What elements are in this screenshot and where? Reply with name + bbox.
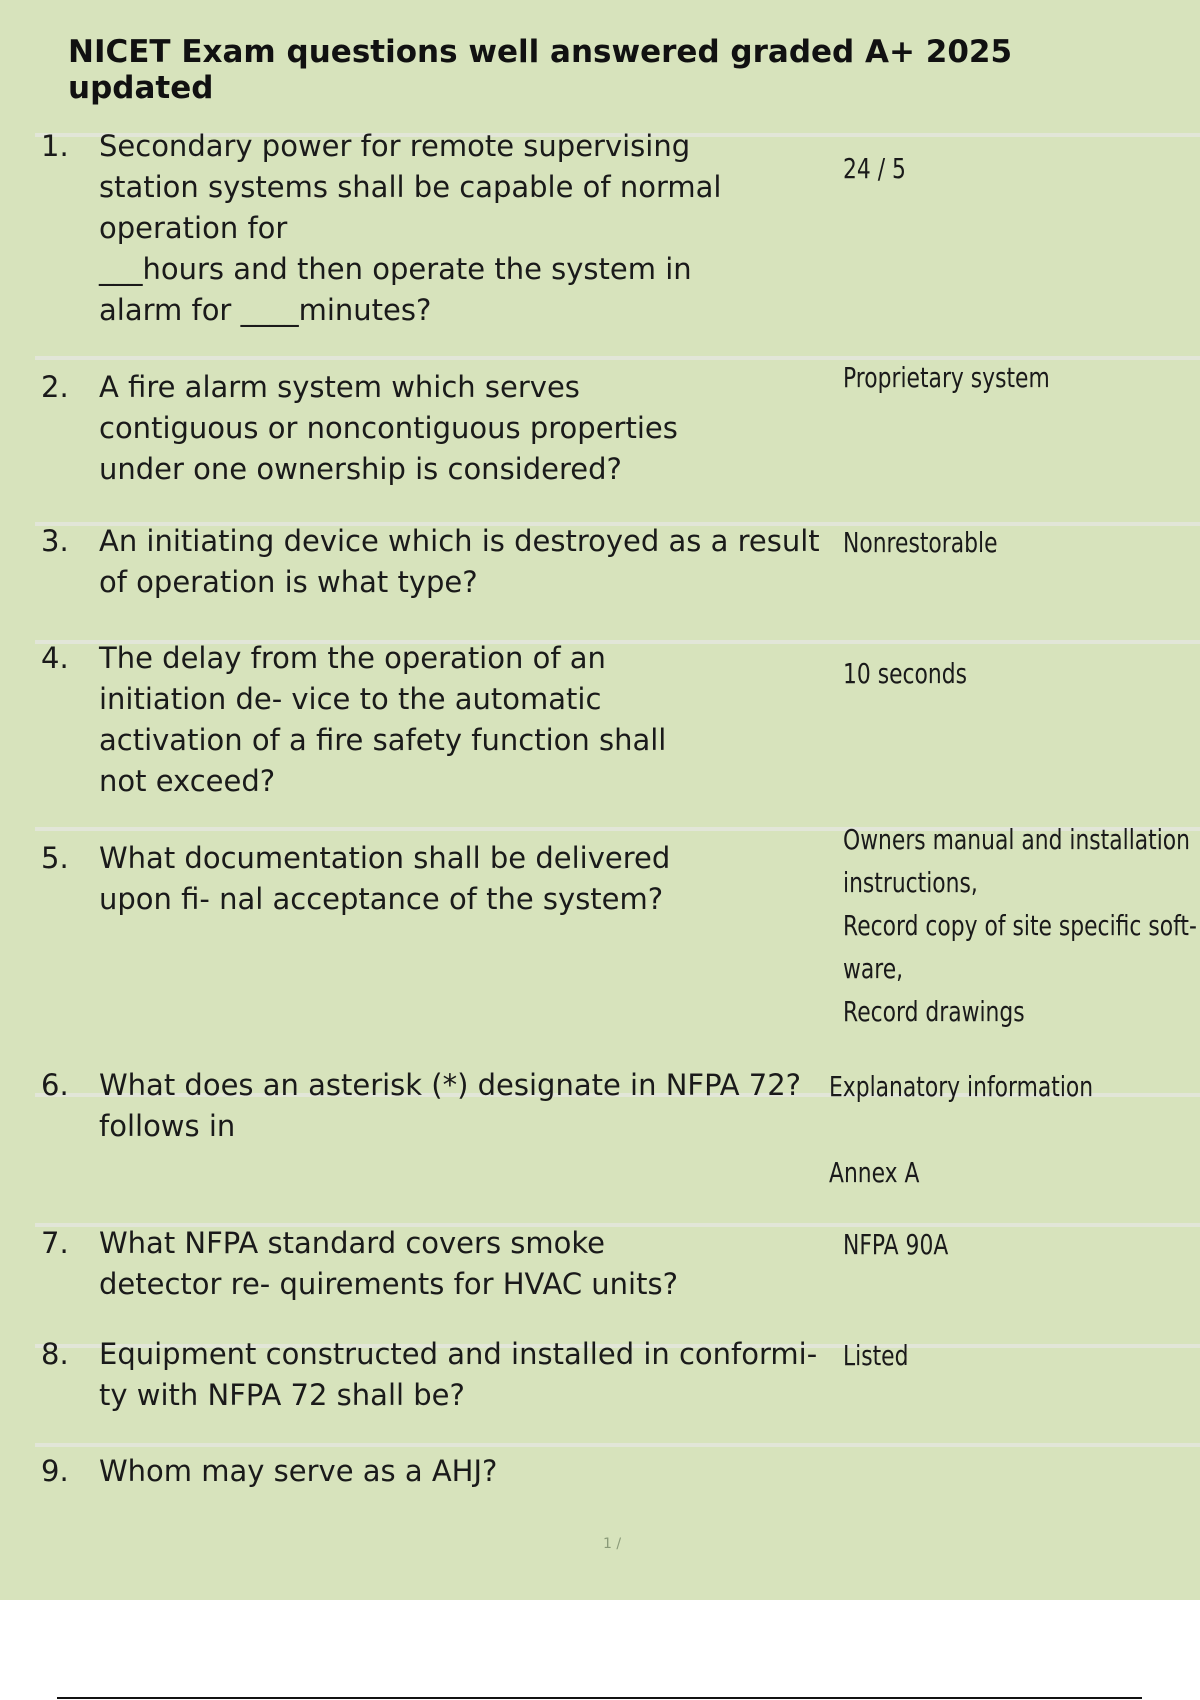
answer-line: instructions, (843, 866, 978, 899)
question-line: An initiating device which is destroyed as a result (99, 524, 820, 558)
answer-text (843, 521, 998, 564)
answer-line: ware, (843, 952, 904, 985)
question-text (99, 1223, 678, 1305)
question-line: ty with NFPA 72 shall be? (99, 1378, 465, 1412)
answer-text (843, 147, 906, 190)
answer-line: Listed (843, 1339, 909, 1372)
answer-text (843, 1334, 908, 1377)
question-text (99, 838, 670, 920)
question-line: Whom may serve as a AHJ? (99, 1454, 498, 1488)
question-number: 2. (41, 370, 69, 404)
answer-text (843, 356, 1050, 399)
title-line: updated (68, 70, 214, 106)
answer-text (843, 1223, 948, 1266)
answer-line: Annex A (829, 1156, 920, 1189)
question-line: station systems shall be capable of normal (99, 170, 722, 204)
question-line: alarm for ____minutes? (99, 293, 432, 327)
answer-line: Owners manual and installation (843, 823, 1190, 856)
question-number: 4. (41, 641, 69, 675)
answer-text (843, 818, 1197, 1033)
question-line: not exceed? (99, 764, 276, 798)
question-text (99, 367, 678, 490)
footer-rule (57, 1697, 1142, 1699)
question-text (99, 1065, 801, 1147)
question-line: ___hours and then operate the system in (99, 252, 692, 286)
answer-text (843, 652, 967, 695)
question-number: 1. (41, 129, 69, 163)
answer-line (829, 1108, 1093, 1151)
divider (35, 1443, 1200, 1447)
question-line: What NFPA standard covers smoke (99, 1226, 605, 1260)
question-number: 9. (41, 1454, 69, 1488)
question-line: initiation de- vice to the automatic (99, 682, 602, 716)
question-line: The delay from the operation of an (99, 641, 606, 675)
question-number: 3. (41, 524, 69, 558)
question-number: 5. (41, 841, 69, 875)
question-line: follows in (99, 1109, 236, 1143)
question-line: under one ownership is considered? (99, 452, 622, 486)
answer-line: NFPA 90A (843, 1228, 949, 1261)
answer-line: Proprietary system (843, 361, 1050, 394)
question-number: 6. (41, 1068, 69, 1102)
question-line: Secondary power for remote supervising (99, 129, 691, 163)
answer-line: Record copy of site specific soft- (843, 909, 1197, 942)
answer-line: Nonrestorable (843, 526, 998, 559)
question-text (99, 126, 721, 331)
answer-line: 24 / 5 (843, 152, 906, 185)
question-line: What does an asterisk (*) designate in NFPA 72? (99, 1068, 802, 1102)
question-number: 7. (41, 1226, 69, 1260)
question-text (99, 638, 666, 802)
question-text (99, 1451, 497, 1492)
question-line: upon fi- nal acceptance of the system? (99, 882, 664, 916)
question-line: Equipment constructed and installed in conformi- (99, 1337, 818, 1371)
question-number: 8. (41, 1337, 69, 1371)
question-line: What documentation shall be delivered (99, 841, 671, 875)
question-text (99, 1334, 817, 1416)
question-line: detector re- quirements for HVAC units? (99, 1267, 678, 1301)
title-line: NICET Exam questions well answered graded A+ 2025 (68, 34, 1013, 70)
answer-line: 10 seconds (843, 657, 968, 690)
page-number: 1 / (603, 1536, 622, 1552)
question-line: A fire alarm system which serves (99, 370, 580, 404)
document-title (68, 34, 1168, 106)
question-text (99, 521, 820, 603)
answer-line: Record drawings (843, 995, 1025, 1028)
question-line: operation for (99, 211, 288, 245)
question-line: activation of a fire safety function shall (99, 723, 667, 757)
question-line: contiguous or noncontiguous properties (99, 411, 678, 445)
answer-text (829, 1065, 1093, 1194)
question-line: of operation is what type? (99, 565, 478, 599)
answer-line: Explanatory information (829, 1070, 1094, 1103)
